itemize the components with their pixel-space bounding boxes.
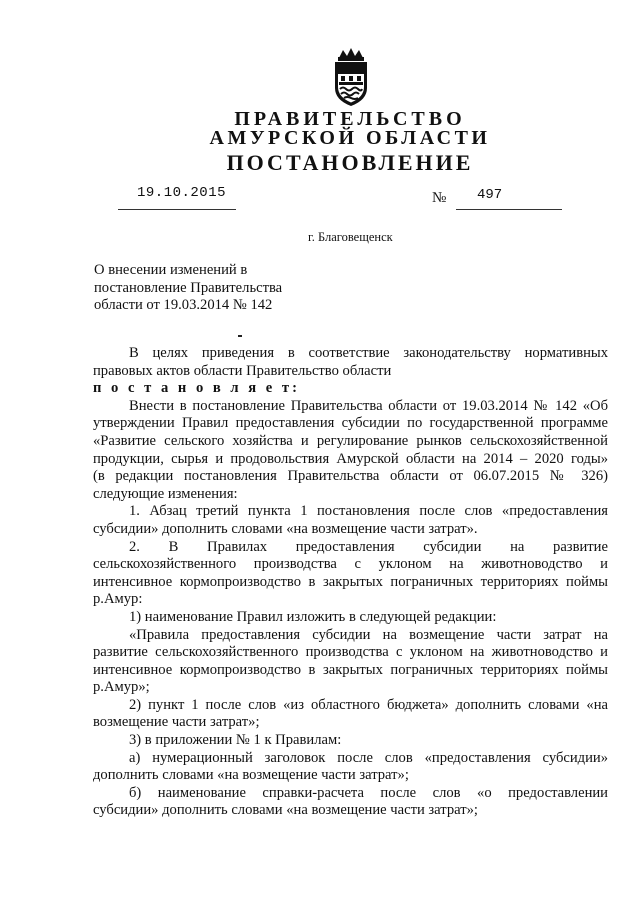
subitem-1-line: 1) наименование Правил изложить в следующей редакции:	[129, 608, 497, 625]
document-subject	[94, 262, 282, 315]
item-2-first-line	[93, 539, 608, 557]
subitem-3b-line: субсидии» дополнить словами «на возмещение части затрат»;	[93, 802, 478, 819]
item-2-word: Правилах	[207, 538, 268, 555]
item-1-line: субсидии» дополнить словами «на возмещение части затрат».	[93, 520, 478, 537]
intro-line: утверждении Правил предоставления субсидии по государственной программе	[93, 415, 608, 432]
item-2-word: предоставления	[295, 538, 395, 555]
item-2-line: сельскохозяйственного производства с уклоном на животноводство и	[93, 556, 608, 573]
document-body	[93, 345, 608, 820]
subitem-1-quote: развитие сельскохозяйственного производства с уклоном на животноводство и	[93, 644, 608, 661]
coat-of-arms-icon	[327, 44, 375, 108]
intro-line: продукции, сырья и продовольствия Амурской области на 2014 – 2020 годы»	[93, 450, 608, 467]
subitem-3b-line: б) наименование справки-расчета после слов «о предоставлении	[129, 784, 608, 801]
intro-line: (в редакции постановления Правительства области от 06.07.2015 № 326)	[93, 468, 608, 485]
preamble-line: В целях приведения в соответствие законодательству нормативных	[129, 345, 608, 361]
item-1-line: 1. Абзац третий пункта 1 постановления после слов «предоставления	[129, 503, 608, 520]
number-sign: №	[432, 190, 447, 206]
region-title: АМУРСКОЙ ОБЛАСТИ	[209, 127, 491, 149]
subitem-3a-line: а) нумерационный заголовок после слов «предоставления субсидии»	[129, 749, 608, 766]
subitem-3-line: 3) в приложении № 1 к Правилам:	[129, 732, 342, 749]
subitem-1-quote: «Правила предоставления субсидии на возмещение части затрат на	[129, 626, 608, 643]
intro-line: «Развитие сельского хозяйства и регулирование рынков сельскохозяйственной	[93, 432, 608, 449]
subject-line: постановление Правительства	[94, 279, 283, 296]
resolves-heading: п о с т а н о в л я е т:	[93, 380, 300, 397]
item-2-line: интенсивное кормопроизводство в закрытых пограничных территориях поймы	[93, 573, 608, 590]
subitem-1-quote: р.Амур»;	[93, 679, 150, 696]
preamble-line: правовых актов области Правительство области	[93, 362, 392, 379]
subitem-2-line: возмещение части затрат»;	[93, 714, 260, 731]
subject-line: О внесении изменений в	[94, 262, 248, 278]
scan-mark	[238, 335, 242, 337]
document-date: 19.10.2015	[137, 185, 227, 201]
subitem-3a-line: дополнить словами «на возмещение части затрат»;	[93, 767, 409, 784]
item-2-word: развитие	[553, 538, 608, 555]
item-2-word: на	[510, 538, 525, 555]
number-underline	[456, 209, 562, 210]
item-2-line: р.Амур:	[93, 591, 143, 608]
item-2-word: 2.	[129, 538, 140, 555]
date-underline	[118, 209, 236, 210]
document-number: 497	[477, 187, 503, 203]
intro-line: следующие изменения:	[93, 485, 238, 502]
item-2-word: субсидии	[423, 538, 482, 555]
item-2-word: В	[168, 538, 179, 555]
intro-line: Внести в постановление Правительства области от 19.03.2014 № 142 «Об	[129, 397, 608, 414]
subitem-2-line: 2) пункт 1 после слов «из областного бюджета» дополнить словами «на	[129, 696, 608, 713]
document-type: ПОСТАНОВЛЕНИЕ	[226, 150, 474, 175]
subject-line: области от 19.03.2014 № 142	[94, 297, 273, 313]
city: г. Благовещенск	[308, 230, 393, 244]
subitem-1-quote: интенсивное кормопроизводство в закрытых пограничных территориях поймы	[93, 661, 608, 678]
government-title: ПРАВИТЕЛЬСТВО	[234, 108, 466, 130]
